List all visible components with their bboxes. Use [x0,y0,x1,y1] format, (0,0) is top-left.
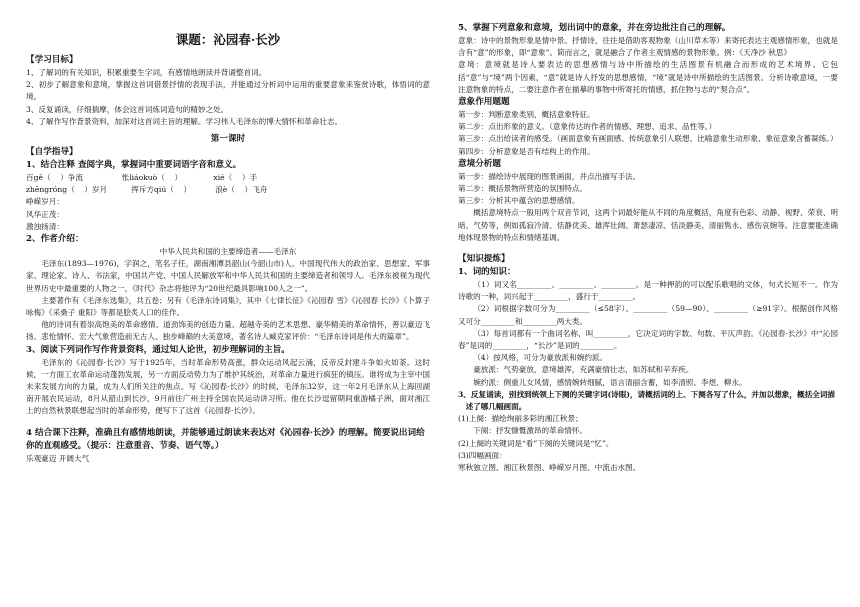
answer-line: (3)四幅画面： [458,450,507,460]
knowledge-item: （1）词又名_________、_________、_________。是一种押韵的可以配乐歌唱的文体，句式长短不一。作为诗歌的一种，词兴起于_________，盛行于_________。 [458,280,838,302]
knowledge-question-3: 3、反复诵读，别找到统领上下阕的关键字词(诗眼)，请概括词的上、下阕各写了什么，并加以想象，概括全词描述了哪几幅画面。 [458,389,835,412]
method-step: 第三步：点出给读者的感受。（画面意象有画面感、传统意象引人联想、比喻意象生动形象、象征意象含蓄凝练。） [458,134,838,144]
vocab-item: 峥嵘岁月： [26,197,64,207]
answer-line: 下阕：抒发慷慨激昂的革命情怀。 [473,426,588,436]
pinyin-row: 百gě（ ）争流 怅liáokuò（ ） xié（ ）手 [26,173,258,183]
method-step: 第二步：点出形象的意义。（意象传达的作者的情感、理想、追求、品性等。） [458,122,717,132]
jing-paragraph: 概括意境特点一般用两个双音节词，这两个词最好能从不同的角度概括，角度有色彩、动静、视野、荣衰、明暗、气势等，例如孤寂冷清、恬静优美、雄浑壮阔、萧瑟凄凉、恬淡静美、清丽隽永、感伤哀婉等。注意要能准确地体现景物的特点和情绪基调。 [458,208,838,242]
knowledge-question-1: 1、词的知识： [458,267,516,278]
question-5: 5、掌握下列意象和意境，划出词中的意象，并在旁边批注自己的理解。 [458,23,731,33]
method-heading: 意象作用题题 [458,97,510,108]
jing-heading: 意境分析题 [458,158,501,169]
question-1: 1、结合注释 查阅字典，掌握词中重要词语字音和意义。 [26,160,242,171]
knowledge-heading: 【知识提炼】 [458,254,510,265]
yixiang-paragraph: 意象：诗中的景物形象是情中景。抒情诗，往往是借助客观物象（山川草木等）来寄托表达主观感情形象，也就是含有“意”的形象，即“意象”。简而言之，就是融合了作者主观情感的景物形象。例：《天净沙 秋思》 [458,36,838,58]
background-paragraph: 毛泽东的《沁园春·长沙》写于1925年，当时革命形势高涨，群众运动风起云涌，反帝反封建斗争如火如荼。这时候，一方面工农革命运动蓬勃发展，另一方面反动势力为了维护其统治，对革命力量进行疯狂的镇压。谁将成为主宰中国未来发展方向的力量，成为人们所关注的焦点。写《沁园春·长沙》的时候，毛泽东32岁，这一年2月毛泽东从上海回湖南开展农民运动，8月从韶山到长沙，9月前往广州主持全国农民运动讲习所。他在长沙逗留期间重游橘子洲，面对湘江上的自然秋景联想起当时的革命形势，便写下了这首《沁园春·长沙》。 [26,357,430,416]
author-paragraph: 他的诗词有着崇高饱美的革命感情、道劲饰美的创造力量、超越寺美的艺术思想、豪华精美的革命情怀，善以豪迈飞扬、悲怆情怀、宏大气象营造前无古人、独步峰巅的大美意境，著名诗人臧克家评价：“毛泽东诗词是伟大的篇章”。 [26,320,430,342]
self-study-heading: 【自学指导】 [26,147,78,158]
right-column [458,22,838,474]
goal-item: 1、了解词的有关知识，积累重要生字词，有感情地朗读并背诵整首词。 [26,68,267,77]
answer-line: 寒秋独立图、湘江秋景图、峥嵘岁月图、中流击水图。 [458,463,641,473]
knowledge-item: （2）词根据字数可分为_________（≤58字）、_________（59—90）、_________（≥91字）。根据创作风格又可分_________和_________两大类。 [458,304,838,326]
author-paragraph: 主要著作有《毛泽东选集》，共五卷；另有《毛泽东诗词集》，其中《七律长征》《沁园春 雪》《沁园春 长沙》《卜算子 咏梅》《采桑子 重阳》等都是脍炙人口的佳作。 [26,295,430,318]
answer-line: (1)上阕：描绘绚丽多彩的湘江秋景； [458,414,583,424]
author-title: 中华人民共和国的主要缔造者——毛泽东 [159,247,297,257]
knowledge-item: （4）按风格，可分为豪放派和婉约派。 [473,353,608,363]
method-step: 第四步：分析意象是否有结构上的作用。 [458,146,595,156]
goal-item: 2、初步了解意象和意境，掌握这首词借景抒情的表现手法，并能通过分析词中运用的重要意象来鉴赏诗歌，体悟词的意境。 [26,80,430,102]
jing-step: 第三步：分析其中蕴含的思想感情。 [458,196,580,206]
haofang-text: 豪放派：气势豪放，意境雄浑，充满豪情壮志，如苏轼和辛弃疾。 [473,365,694,375]
question-4: 4 结合课下注释，准确且有感情地朗读，并能够通过朗读来表达对《沁园春·长沙》的理解。简要说出词给你的直观感受。（提示：注意重音、节奏、语气等。） [26,427,425,451]
pinyin-row: zhēngróng（ ）岁月 挥斥方qiú（ ） 浪è（ ）飞舟 [26,185,268,195]
question-3: 3、阅读下列词作写作背景资料，通过知人论世，初步理解词的主旨。 [26,344,290,355]
left-column [26,22,430,465]
lesson-heading: 第一课时 [210,134,246,145]
answer-line: (2)上阕的关键词是“看”下阕的关键词是“忆”。 [458,438,614,448]
vocab-item: 风华正茂： [26,209,64,219]
goals-heading: 【学习目标】 [26,55,78,65]
knowledge-item: （3）每首词都有一个曲词名称，叫_________，它决定词的字数、句数、平仄声韵。《沁园春·长沙》中“沁园春”是词的_________，“长沙”是词的_________。 [458,328,838,351]
jing-step: 第一步：描绘诗中展现的图景画面，并点出描写手法。 [458,171,641,181]
jing-step: 第二步：概括景物所营造的氛围特点。 [458,184,588,194]
vocab-item: 激浊扬清： [26,221,64,231]
page-title: 课题：沁园春·长沙 [175,32,281,47]
method-step: 第一步：判断意象类别，概括意象特征。 [458,110,595,120]
yijing-paragraph: 意境：意境就是诗人要表达的思想感情与诗中所描绘的生活图景有机融合而形成的艺术境界。它包括“意”与“境”两个因素，“意”就是诗人抒发的思想感情，“境”就是诗中所描绘的生活图景。分析诗歌意境，一要注意物象的特点，二要注意作者在描摹的事物中所寄托的情感，抓住物与志的“契合点”。 [458,60,838,94]
answer-text: 乐观豪迈 开阔大气 [26,453,90,463]
goal-item: 3、反复诵读，仔细揣摩，体会这首词炼词造句的精妙之处。 [26,104,229,114]
question-2: 2、作者介绍： [26,234,84,245]
author-paragraph: 毛泽东(1893—1976)，字润之，笔名子任，湖南湘潭县韶山(今韶山市)人。中国现代伟大的政治家、思想家、军事家、理论家、诗人、书法家，中国共产党、中国人民解放军和中华人民共和国的主要缔造者和领导人。毛泽东被视为现代世界历史中最重要的人物之一，《时代》杂志将他评为“20世纪最具影响100人之一”。 [26,259,430,293]
wanyue-text: 婉约派：侧重儿女风情，感情婉转细腻，语言清丽含蓄，如李清照、李煜、柳永。 [473,377,747,387]
goal-item: 4、了解作写作背景资料，加深对这首词主旨的理解。学习伟人毛泽东的博大情怀和革命壮志。 [26,116,343,126]
